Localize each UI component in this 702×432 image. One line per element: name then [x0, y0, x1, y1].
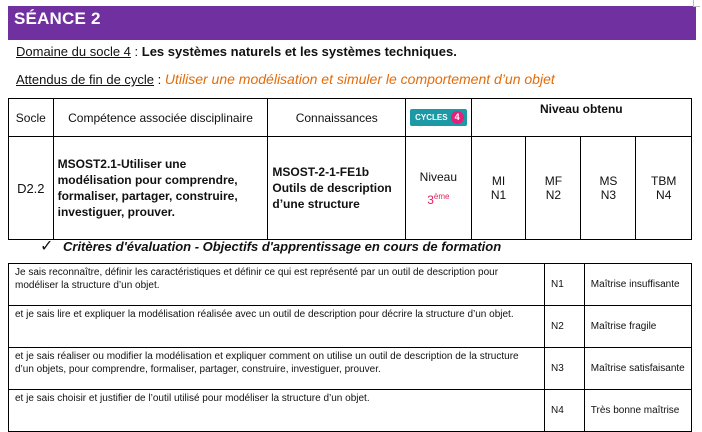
criteria-label: Maîtrise insuffisante: [584, 264, 691, 306]
level-cell-mf: [526, 137, 581, 240]
level-abbr: MS: [599, 174, 618, 188]
domaine-sep: :: [130, 44, 139, 59]
level-code: N1: [490, 188, 507, 202]
criteria-row: [9, 348, 692, 390]
cycles-text: CYCLES: [415, 113, 448, 122]
col-socle-header: Socle: [9, 99, 54, 137]
criteria-code: N3: [544, 348, 584, 390]
criteria-table: [8, 263, 692, 432]
criteria-code: N4: [544, 390, 584, 432]
level-abbr: TBM: [651, 174, 677, 188]
criteria-row: [9, 264, 692, 306]
criteria-code: N1: [544, 264, 584, 306]
checkmark-icon: ✓: [40, 238, 54, 255]
criteria-desc: Je sais reconnaître, définir les caractéristiques et définir ce qui est représenté par un outil de description pour modéliser la structure d’un objet.: [9, 264, 545, 306]
criteria-label: Maîtrise fragile: [584, 306, 691, 348]
niveau-number: 3: [427, 192, 434, 207]
competence-table: [8, 98, 692, 240]
criteria-desc: et je sais lire et expliquer la modélisation réalisée avec un outil de description pour décrire la structure d’un objet.: [9, 306, 545, 348]
domaine-text: Les systèmes naturels et les systèmes techniques.: [138, 44, 457, 59]
cycles-badge-cell: [406, 99, 471, 137]
level-cell-ms: [581, 137, 636, 240]
cycles-badge: [410, 109, 466, 126]
attendus-label: Attendus de fin de cycle: [16, 72, 155, 87]
criteria-title: Critères d'évaluation - Objectifs d'apprentissage en cours de formation: [63, 239, 502, 254]
criteria-label: Maîtrise satisfaisante: [584, 348, 691, 390]
level-cell-mi: [471, 137, 526, 240]
socle-value: D2.2: [9, 137, 54, 240]
criteria-desc: et je sais choisir et justifier de l’outil utilisé pour modéliser la structure d’un objet.: [9, 390, 545, 432]
col-competence-header: Compétence associée disciplinaire: [53, 99, 268, 137]
niveau-cell: [406, 137, 471, 240]
niveau-label: Niveau: [419, 169, 458, 184]
criteria-code: N2: [544, 306, 584, 348]
level-code: N4: [656, 188, 672, 202]
niveau-value: [410, 187, 466, 210]
domaine-label: Domaine du socle 4: [16, 44, 131, 59]
criteria-label: Très bonne maîtrise: [584, 390, 691, 432]
col-connaissances-header: Connaissances: [268, 99, 406, 137]
domaine-line: [16, 44, 457, 59]
attendus-line: [16, 71, 555, 87]
col-niveau-obtenu-header: Niveau obtenu: [471, 99, 691, 137]
attendus-sep: :: [154, 72, 162, 87]
level-abbr: MF: [544, 174, 563, 188]
attendus-text: Utiliser une modélisation et simuler le comportement d’un objet: [164, 71, 555, 87]
niveau-sup: ème: [433, 191, 450, 201]
criteria-row: [9, 306, 692, 348]
criteria-row: [9, 390, 692, 432]
level-code: N2: [545, 188, 562, 202]
level-cell-tbm: [636, 137, 692, 240]
cycles-number: 4: [451, 111, 464, 124]
corner-mark: [693, 0, 700, 7]
level-abbr: MI: [491, 174, 506, 188]
competence-value: MSOST2.1-Utiliser une modélisation pour comprendre, formaliser, partager, construire, investiguer, prouver.: [53, 137, 268, 240]
level-code: N3: [600, 188, 617, 202]
connaissances-cell: [268, 137, 406, 240]
session-header: [8, 6, 696, 40]
criteria-desc: et je sais réaliser ou modifier la modélisation et expliquer comment on utilise un outil de description de la structure d’un objets, pour comprendre, formaliser, partager, construire, investiguer, prouver.: [9, 348, 545, 390]
connaissances-text: Outils de description d’une structure: [272, 181, 392, 211]
session-title: SÉANCE 2: [14, 9, 101, 28]
connaissances-code: MSOST-2-1-FE1b: [272, 165, 370, 179]
